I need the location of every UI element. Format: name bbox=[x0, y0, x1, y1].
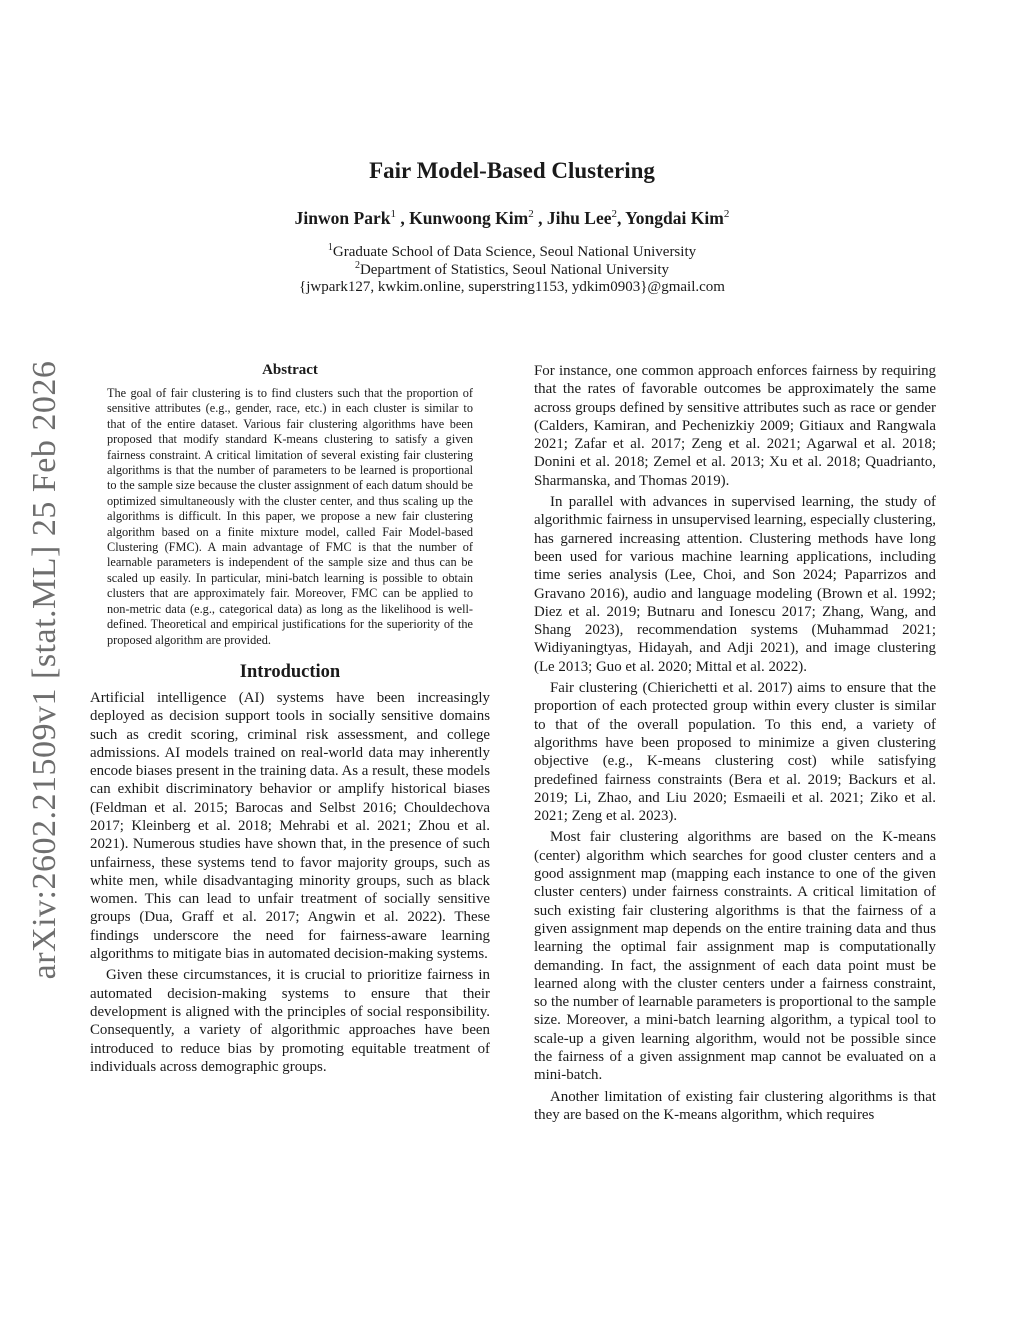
author-name: Jinwon Park bbox=[294, 208, 391, 228]
affiliation-mark: 1 bbox=[327, 242, 333, 253]
author-separator: , bbox=[533, 208, 547, 228]
right-column bbox=[534, 362, 936, 1127]
arxiv-identifier: arXiv:2602.21509v1 [stat.ML] 25 Feb 2026 bbox=[26, 360, 63, 980]
author-separator: , bbox=[395, 208, 410, 228]
abstract-text: The goal of fair clustering is to find clusters such that the proportion of sensitive attributes (e.g., gender, race, etc.) in each cluster is similar to that of the entire dataset. Various fair clustering algorithms have been proposed that modify standard K-means clustering to satisfy a given fairness constraint. A critical limitation of several existing fair clustering algorithms is that the number of parameters to be learned is proportional to the sample size because the cluster assignment of each datum should be optimized simultaneously with the cluster center, and thus scaling up the algorithms is difficult. In this paper, we propose a new fair clustering algorithm based on a finite mixture model, called Fair Model-based Clustering (FMC). A main advantage of FMC is that the number of learnable parameters is independent of the sample size and thus can be scaled up easily. In particular, mini-batch learning is possible to obtain clusters that are approximately fair. Moreover, FMC can be applied to non-metric data (e.g., categorical data) as long as the likelihood is well-defined. Theoretical and empirical justifications for the superiority of the proposed algorithm are provided. bbox=[107, 386, 473, 647]
author-emails: {jwpark127, kwkim.online, superstring1153, ydkim0903}@gmail.com bbox=[299, 279, 725, 295]
paper-title: Fair Model-Based Clustering bbox=[369, 158, 655, 183]
author-affil-mark: 2 bbox=[528, 208, 534, 221]
body-paragraph: Fair clustering (Chierichetti et al. 2017) aims to ensure that the proportion of each protected group within every cluster is similar to that of the overall population. To this end, a variety of algorithms have been proposed to minimize a given clustering objective (e.g., K-means clustering cost) while satisfying predefined fairness constraints (Bera et al. 2019; Backurs et al. 2019; Li, Zhao, and Liu 2020; Esmaeili et al. 2021; Ziko et al. 2021; Zeng et al. 2023). bbox=[534, 680, 936, 825]
abstract-heading: Abstract bbox=[262, 362, 318, 378]
body-paragraph: Another limitation of existing fair clustering algorithms is that they are based on the K-means algorithm, which requires bbox=[534, 1088, 936, 1123]
affiliation bbox=[0, 242, 1024, 261]
author-affil-mark: 2 bbox=[723, 208, 730, 221]
body-paragraph: In parallel with advances in supervised learning, the study of algorithmic fairness in unsupervised learning, especially clustering, has garnered increasing attention. Clustering methods have long been used for various machine learning applications, including time series analysis (Lee, Choi, and Son 2024; Paparrizos and Gravano 2016), audio and language modeling (Brown et al. 1992; Diez et al. 2019; Butnaru and Ionescu 2017; Zhang, Wang, and Shang 2023), recommendation systems (Muhammad 2021; Widiyaningtyas, Hidayah, and Adji 2021), and image clustering (Le 2013; Guo et al. 2020; Mittal et al. 2022). bbox=[534, 494, 936, 675]
body-paragraph: Most fair clustering algorithms are based on the K-means (center) algorithm which searches for good cluster centers and a good assignment map (mapping each instance to one of the given cluster centers) under fairness constraints. A critical limitation of such existing fair clustering algorithms is that the fairness of a given assignment map depends on the entire training data and thus learning the optimal fair assignment map is computationally demanding. In fact, the assignment of each data point must be learned along with the cluster centers under a fairness constraint, so the number of learnable parameters is proportional to the sample size. Moreover, a mini-batch learning algorithm, a typical tool to scale-up a given learning algorithm, would not be possible since the fairness of a given assignment map cannot be evaluated on a mini-batch. bbox=[534, 829, 936, 1084]
author-name: Yongdai Kim bbox=[625, 208, 724, 228]
author-list bbox=[0, 208, 1024, 229]
author-name: Kunwoong Kim bbox=[409, 208, 529, 228]
body-paragraph: Artificial intelligence (AI) systems have been increasingly deployed as decision support tools in socially sensitive domains such as credit scoring, criminal risk assessment, and college admissions. AI models trained on real-world data may inherently encode biases present in the training data. As a result, these models can exhibit discriminatory behavior or amplify historical biases (Feldman et al. 2015; Barocas and Selbst 2016; Chouldechova 2017; Kleinberg et al. 2018; Mehrabi et al. 2021; Zhou et al. 2021). Numerous studies have shown that, in the presence of such unfairness, these systems tend to favor majority groups, such as white men, while disadvantaging minority groups, such as black women. This can lead to unfair treatment of socially sensitive groups (Dua, Graff et al. 2017; Angwin et al. 2022). These findings underscore the need for fairness-aware learning algorithms to mitigate bias in automated decision-making systems. bbox=[90, 689, 490, 963]
author-name: Jihu Lee bbox=[546, 208, 612, 228]
body-paragraph: For instance, one common approach enforces fairness by requiring that the rates of favorable outcomes be approximately the same across groups defined by sensitive attributes such as race or gender (Calders, Kamiran, and Pechenizkiy 2009; Gitiaux and Rangwala 2021; Zafar et al. 2017; Zeng et al. 2021; Agarwal et al. 2018; Donini et al. 2018; Zemel et al. 2013; Xu et al. 2018; Quadrianto, Sharmanska, and Thomas 2019). bbox=[534, 363, 936, 489]
author-affil-mark: 2 bbox=[611, 208, 617, 221]
affiliation-mark: 2 bbox=[354, 260, 360, 271]
affiliation bbox=[0, 260, 1024, 279]
affiliation-text: Graduate School of Data Science, Seoul National University bbox=[332, 244, 697, 260]
author-separator: , bbox=[617, 208, 626, 228]
arxiv-identifier-stamp bbox=[26, 360, 64, 980]
affiliation-text: Department of Statistics, Seoul National University bbox=[359, 262, 670, 278]
author-affil-mark: 1 bbox=[390, 208, 396, 221]
introduction-heading: Introduction bbox=[239, 661, 341, 682]
left-column bbox=[90, 362, 490, 1079]
body-paragraph: Given these circumstances, it is crucial to prioritize fairness in automated decision-making systems to ensure that their development is aligned with the principles of social responsibility. Consequently, a variety of algorithmic approaches have been introduced to reduce bias by promoting equitable treatment of individuals across demographic groups. bbox=[90, 967, 490, 1075]
